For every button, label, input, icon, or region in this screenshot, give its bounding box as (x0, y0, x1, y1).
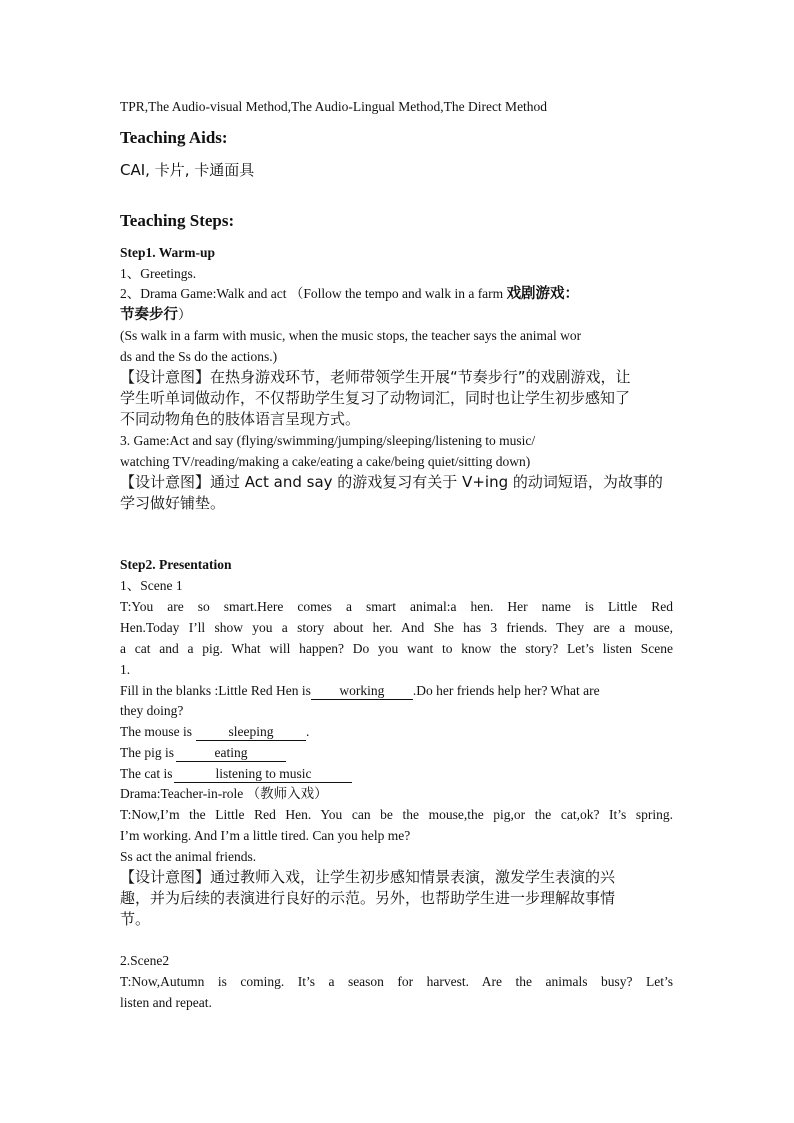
teaching-aids-heading: Teaching Aids: (120, 128, 228, 147)
pig-prompt: The pig is (120, 745, 174, 760)
scene1-label: 1、Scene 1 (120, 578, 183, 593)
greetings-line: 1、Greetings. (120, 266, 197, 281)
teacher-talk-1-line-4: 1. (120, 662, 131, 677)
mouse-prompt: The mouse is (120, 724, 192, 739)
teaching-methods: TPR,The Audio-visual Method,The Audio-Lingual Method,The Direct Method (120, 99, 548, 114)
teaching-steps-heading: Teaching Steps: (120, 211, 235, 230)
design-intent-2-line-1: 【设计意图】通过 Act and say 的游戏复习有关于 V+ing 的动词短语，为故事的 (120, 473, 663, 491)
fill-blanks-line (120, 681, 600, 701)
fill-blank-sleeping: sleeping (196, 724, 306, 741)
scene2-label: 2.Scene2 (120, 953, 170, 968)
design-intent-2-line-2: 学习做好铺垫。 (120, 494, 226, 512)
drama-note-line-1: (Ss walk in a farm with music, when the music stops, the teacher says the animal wor (120, 328, 582, 343)
mouse-period: . (306, 724, 310, 739)
design-intent-3-line-3: 节。 (120, 910, 151, 928)
fill-blank-working: working (311, 683, 413, 700)
drama-game-text: 2、Drama Game:Walk and act （Follow the tempo and walk in a farm (120, 286, 504, 301)
fill-blank-listening: listening to music (174, 766, 352, 783)
close-paren: ） (178, 307, 192, 322)
game-line-1: 3. Game:Act and say (flying/swimming/jumping/sleeping/listening to music/ (120, 433, 536, 448)
teacher-talk-2-line-2: I’m working. And I’m a little tired. Can you help me? (120, 828, 411, 843)
step2-heading: Step2. Presentation (120, 557, 232, 572)
step1-heading: Step1. Warm-up (120, 245, 216, 260)
fill-blank-eating: eating (176, 745, 286, 762)
teacher-talk-3-line-1: T:Now,Autumn is coming. It’s a season for harvest. Are the animals busy? Let’s (120, 974, 673, 989)
design-intent-1-line-2: 学生听单词做动作，不仅帮助学生复习了动物词汇，同时也让学生初步感知了 (120, 389, 631, 407)
cat-prompt: The cat is (120, 766, 173, 781)
drama-game-line (120, 284, 579, 304)
teacher-talk-1-line-2: Hen.Today I’ll show you a story about her. And She has 3 friends. They are a mouse, (120, 620, 673, 635)
teacher-talk-1-line-1: T:You are so smart.Here comes a smart animal:a hen. Her name is Little Red (120, 599, 673, 614)
teacher-talk-3-line-2: listen and repeat. (120, 995, 212, 1010)
fill-blanks-prompt: Fill in the blanks :Little Red Hen is (120, 683, 311, 698)
teacher-talk-2-line-1: T:Now,I’m the Little Red Hen. You can be the mouse,the pig,or the cat,ok? It’s spring. (120, 807, 673, 822)
teacher-in-role-line: Drama:Teacher-in-role （教师入戏） (120, 786, 328, 801)
tempo-walk-cn: 节奏步行 (120, 307, 178, 323)
teaching-aids: CAI, 卡片, 卡通面具 (120, 161, 255, 179)
mouse-line (120, 722, 309, 742)
cat-line (120, 764, 352, 784)
fill-blanks-question: .Do her friends help her? What are (412, 683, 600, 698)
design-intent-1-line-1: 【设计意图】在热身游戏环节，老师带领学生开展“节奏步行”的戏剧游戏，让 (120, 368, 631, 386)
drama-note-line-2: ds and the Ss do the actions.) (120, 349, 278, 364)
drama-game-cn: 戏剧游戏： (506, 286, 580, 302)
design-intent-1-line-3: 不同动物角色的肢体语言呈现方式。 (120, 410, 361, 428)
game-line-2: watching TV/reading/making a cake/eating a cake/being quiet/sitting down) (120, 454, 531, 469)
pig-line (120, 743, 286, 763)
design-intent-3-line-2: 趣，并为后续的表演进行良好的示范。另外，也帮助学生进一步理解故事情 (120, 889, 616, 907)
fill-blanks-line-2: they doing? (120, 703, 184, 718)
drama-game-line-2 (120, 305, 192, 325)
students-act-line: Ss act the animal friends. (120, 849, 257, 864)
teacher-talk-1-line-3: a cat and a pig. What will happen? Do you want to know the story? Let’s listen Scene (120, 641, 673, 656)
design-intent-3-line-1: 【设计意图】通过教师入戏，让学生初步感知情景表演，激发学生表演的兴 (120, 868, 616, 886)
